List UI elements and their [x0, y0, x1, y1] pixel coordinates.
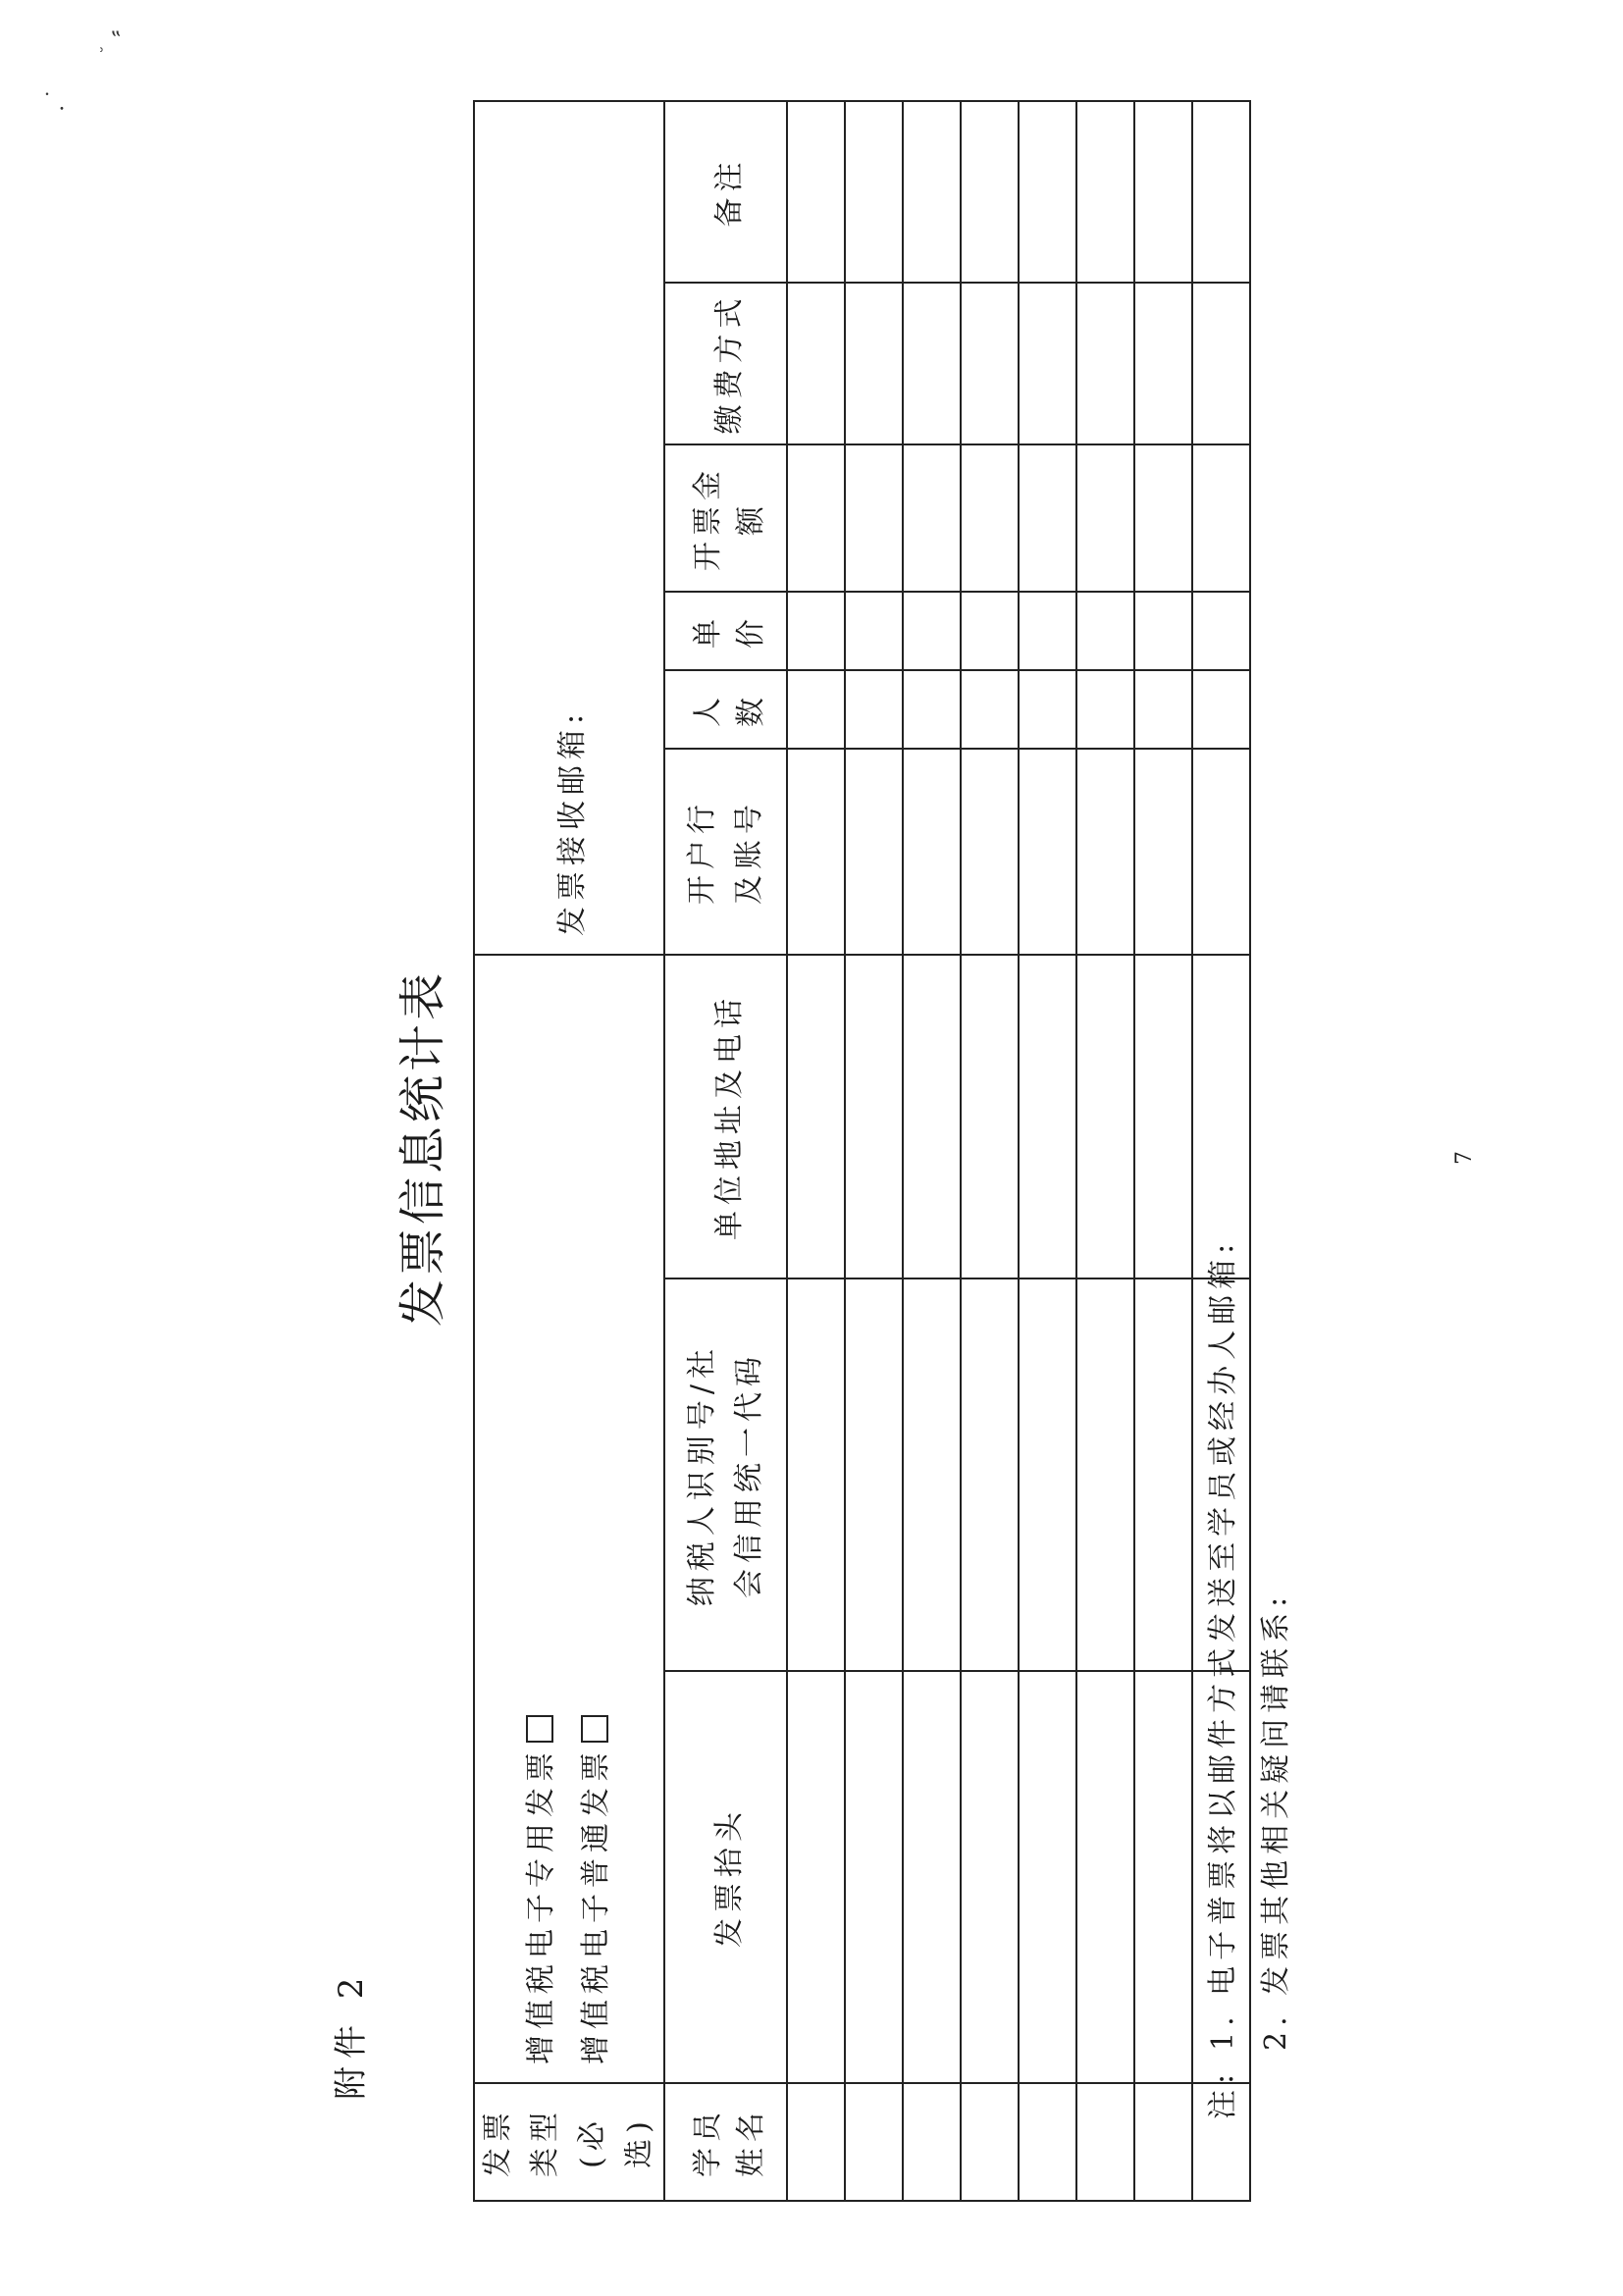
table-cell[interactable]: [961, 670, 1019, 749]
table-cell[interactable]: [845, 283, 903, 444]
table-cell[interactable]: [1076, 1671, 1134, 2083]
col-bank-account-line2: 及账号: [731, 798, 766, 905]
table-cell[interactable]: [961, 283, 1019, 444]
col-address-phone: 单位地址及电话: [664, 955, 787, 1278]
table-row: [903, 101, 961, 2201]
invoice-type-row: [474, 101, 664, 2201]
table-cell[interactable]: [1192, 101, 1250, 283]
table-cell[interactable]: [1192, 283, 1250, 444]
table-cell[interactable]: [1134, 670, 1192, 749]
table-cell[interactable]: [961, 1671, 1019, 2083]
table-cell[interactable]: [903, 749, 961, 955]
table-row: [1134, 101, 1192, 2201]
table-cell[interactable]: [961, 101, 1019, 283]
table-cell[interactable]: [1019, 670, 1076, 749]
table-cell[interactable]: [1019, 283, 1076, 444]
table-cell[interactable]: [1076, 283, 1134, 444]
table-cell[interactable]: [1134, 283, 1192, 444]
note-1-text: 1. 电子普票将以邮件方式发送至学员或经办人邮箱:: [1206, 1237, 1240, 2051]
table-cell[interactable]: [1134, 749, 1192, 955]
table-cell[interactable]: [1076, 670, 1134, 749]
invoice-type-label: 发票类型: [481, 2107, 562, 2177]
table-cell[interactable]: [903, 444, 961, 592]
table-cell[interactable]: [787, 1671, 845, 2083]
note-1: [1197, 1238, 1250, 2119]
table-cell[interactable]: [903, 101, 961, 283]
table-cell[interactable]: [787, 2083, 845, 2201]
table-cell[interactable]: [903, 1278, 961, 1671]
invoice-info-table: [473, 100, 1251, 2202]
column-header-row: [664, 101, 787, 2201]
table-cell[interactable]: [1076, 1278, 1134, 1671]
page-number: 7: [1452, 1151, 1477, 1165]
table-cell[interactable]: [845, 670, 903, 749]
table-cell[interactable]: [1076, 955, 1134, 1278]
table-row: [1019, 101, 1076, 2201]
table-cell[interactable]: [1134, 955, 1192, 1278]
table-cell[interactable]: [845, 749, 903, 955]
table-cell[interactable]: [1134, 101, 1192, 283]
table-row: [1076, 101, 1134, 2201]
invoice-type-label-cell: [474, 2083, 664, 2201]
table-cell[interactable]: [787, 101, 845, 283]
col-tax-id-line1: 纳税人识别号/社: [684, 1342, 719, 1607]
col-tax-id: [664, 1278, 787, 1671]
table-cell[interactable]: [1192, 955, 1250, 1278]
table-cell[interactable]: [961, 592, 1019, 670]
table-cell[interactable]: [903, 1671, 961, 2083]
table-cell[interactable]: [787, 1278, 845, 1671]
table-cell[interactable]: [787, 670, 845, 749]
table-cell[interactable]: [787, 444, 845, 592]
table-cell[interactable]: [1076, 749, 1134, 955]
table-row: [961, 101, 1019, 2201]
email-label: 发票接收邮箱:: [555, 707, 590, 936]
col-remarks: 备注: [664, 101, 787, 283]
note-prefix: 注:: [1206, 2067, 1240, 2119]
table-cell[interactable]: [1019, 101, 1076, 283]
table-row: [845, 101, 903, 2201]
col-bank-account-line1: 开户行: [684, 798, 719, 905]
note-2: [1250, 1238, 1303, 2119]
table-cell[interactable]: [961, 955, 1019, 1278]
col-headcount: 人数: [664, 670, 787, 749]
table-cell[interactable]: [1019, 2083, 1076, 2201]
table-cell[interactable]: [845, 592, 903, 670]
option-vat-special[interactable]: [514, 962, 569, 2064]
table-cell[interactable]: [903, 2083, 961, 2201]
table-cell[interactable]: [1076, 592, 1134, 670]
col-invoice-header: 发票抬头: [664, 1671, 787, 2083]
table-cell[interactable]: [1134, 1671, 1192, 2083]
page-title: 发票信息统计表: [395, 969, 450, 1328]
col-bank-account: [664, 749, 787, 955]
table-cell[interactable]: [787, 749, 845, 955]
table-cell[interactable]: [1134, 592, 1192, 670]
table-cell[interactable]: [903, 955, 961, 1278]
table-cell[interactable]: [845, 1671, 903, 2083]
table-cell[interactable]: [1076, 444, 1134, 592]
table-cell[interactable]: [903, 283, 961, 444]
blank-rows: [787, 101, 1250, 2201]
option-vat-normal[interactable]: [569, 962, 624, 2064]
table-cell[interactable]: [1192, 670, 1250, 749]
col-invoice-amount: 开票金额: [664, 444, 787, 592]
table-cell[interactable]: [1019, 955, 1076, 1278]
table-cell[interactable]: [1019, 1278, 1076, 1671]
table-cell[interactable]: [1019, 592, 1076, 670]
option-vat-special-label: 增值税电子专用发票: [524, 1747, 558, 2064]
table-cell[interactable]: [1134, 444, 1192, 592]
email-cell[interactable]: [474, 101, 664, 955]
col-tax-id-line2: 会信用统一代码: [731, 1351, 766, 1599]
option-vat-normal-label: 增值税电子普通发票: [579, 1747, 613, 2064]
table-cell[interactable]: [1019, 749, 1076, 955]
col-payment-method: 缴费方式: [664, 283, 787, 444]
table-cell[interactable]: [903, 670, 961, 749]
table-cell[interactable]: [1192, 749, 1250, 955]
table-cell[interactable]: [787, 955, 845, 1278]
table-cell[interactable]: [1076, 101, 1134, 283]
table-cell[interactable]: [845, 2083, 903, 2201]
checkbox-icon[interactable]: [581, 1715, 608, 1743]
invoice-type-required-note: (必选): [575, 2115, 656, 2168]
table-cell[interactable]: [961, 749, 1019, 955]
scan-speck: ⸒‟: [97, 27, 129, 53]
attachment-label: 附件 2: [332, 1969, 371, 2100]
table-row: [787, 101, 845, 2201]
table-cell[interactable]: [1134, 2083, 1192, 2201]
table-cell[interactable]: [845, 1278, 903, 1671]
table-cell[interactable]: [787, 283, 845, 444]
table-cell[interactable]: [1134, 1278, 1192, 1671]
table-cell[interactable]: [1076, 2083, 1134, 2201]
table-cell[interactable]: [787, 592, 845, 670]
table-cell[interactable]: [845, 955, 903, 1278]
table-cell[interactable]: [903, 592, 961, 670]
col-unit-price: 单价: [664, 592, 787, 670]
note-2-text: 2. 发票其他相关疑问请联系:: [1259, 1591, 1293, 2051]
table-cell[interactable]: [845, 101, 903, 283]
table-cell[interactable]: [1192, 444, 1250, 592]
col-student-name: 学员姓名: [664, 2083, 787, 2201]
table-cell[interactable]: [1019, 444, 1076, 592]
table-cell[interactable]: [1019, 1671, 1076, 2083]
table-cell[interactable]: [845, 444, 903, 592]
scan-speck: ˙.: [41, 90, 72, 116]
table-cell[interactable]: [961, 444, 1019, 592]
checkbox-icon[interactable]: [526, 1715, 553, 1743]
invoice-type-options-cell: [474, 955, 664, 2083]
table-cell[interactable]: [1192, 592, 1250, 670]
table-cell[interactable]: [961, 1278, 1019, 1671]
table-cell[interactable]: [961, 2083, 1019, 2201]
notes: [1197, 1238, 1303, 2119]
